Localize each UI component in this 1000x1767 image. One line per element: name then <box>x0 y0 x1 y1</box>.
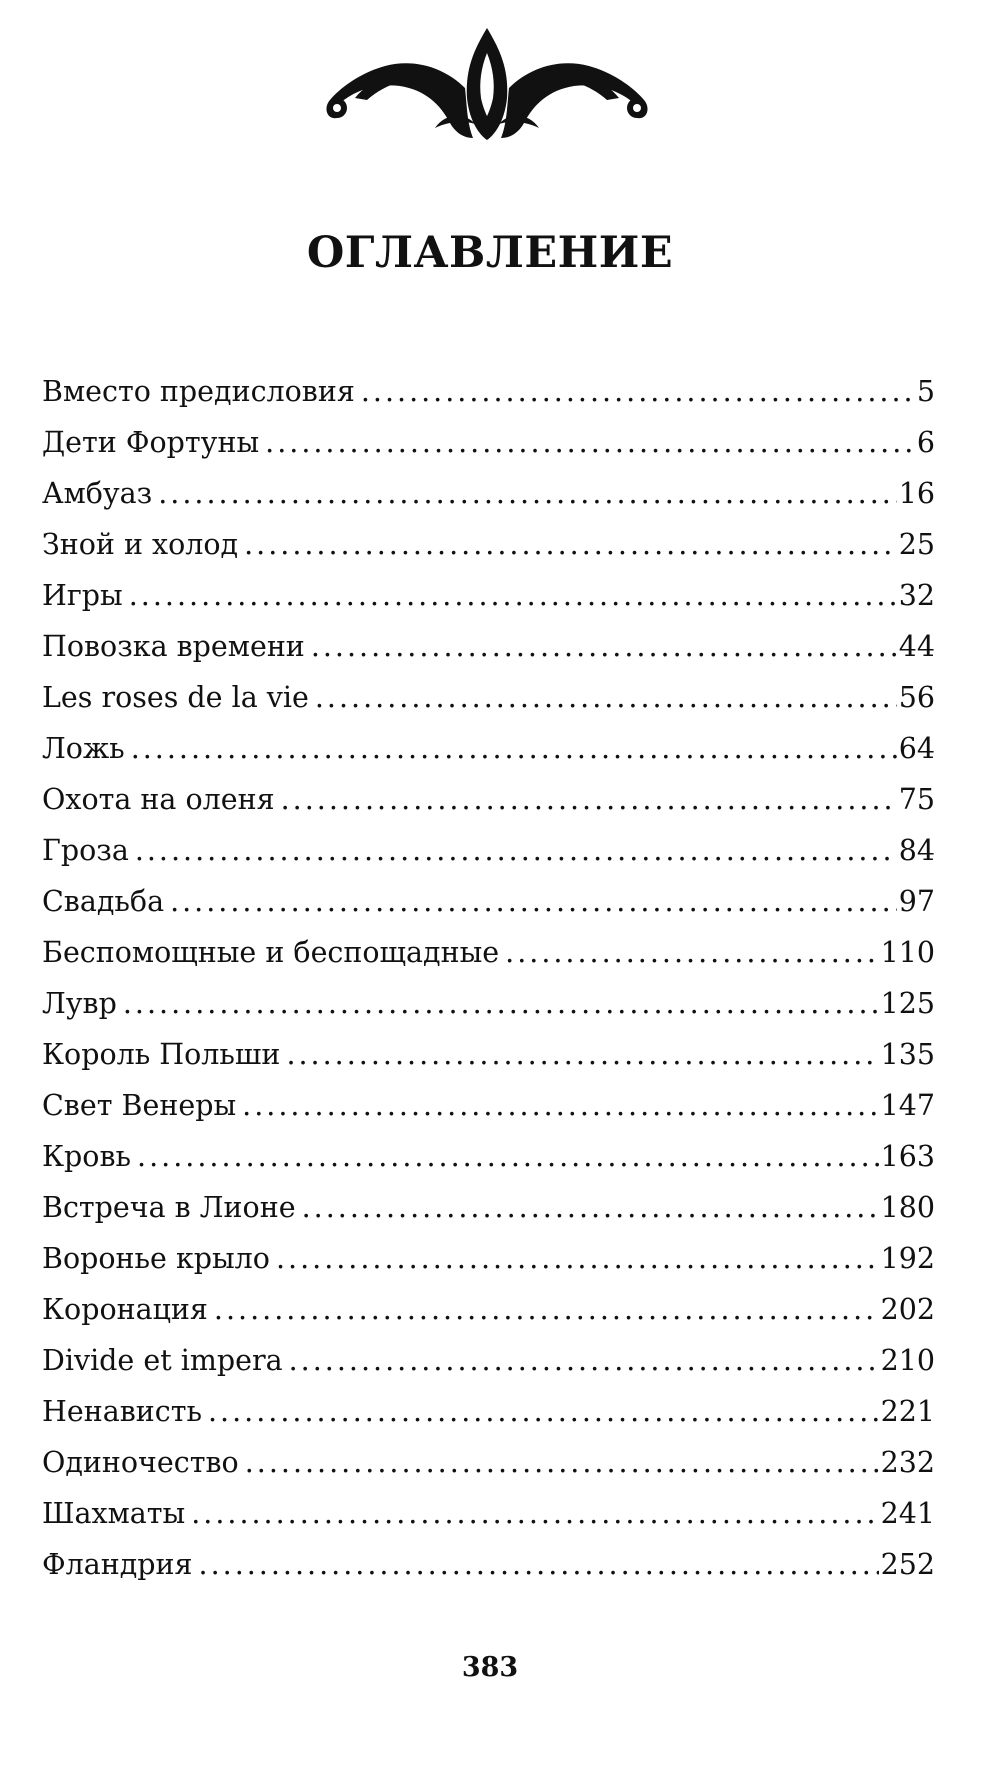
toc-entry <box>42 927 935 978</box>
toc-entry-page: 110 <box>880 936 935 969</box>
toc-entry-page: 241 <box>880 1497 935 1530</box>
toc-entry <box>42 366 935 417</box>
toc-entry-page: 180 <box>880 1191 935 1224</box>
toc-entry <box>42 876 935 927</box>
toc-entry <box>42 1233 935 1284</box>
table-of-contents <box>42 366 935 1590</box>
toc-entry-title: Вместо предисловия <box>42 375 355 408</box>
toc-entry-title: Les roses de la vie <box>42 681 309 714</box>
toc-entry-title: Гроза <box>42 834 129 867</box>
toc-entry <box>42 672 935 723</box>
dot-leader <box>158 468 897 519</box>
toc-entry <box>42 1131 935 1182</box>
toc-entry <box>42 1080 935 1131</box>
dot-leader <box>281 774 897 825</box>
toc-entry-page: 75 <box>898 783 935 816</box>
page-title: ОГЛАВЛЕНИЕ <box>306 228 674 278</box>
toc-entry-title: Коронация <box>42 1293 208 1326</box>
dot-leader <box>129 570 897 621</box>
toc-entry <box>42 1386 935 1437</box>
toc-entry-page: 252 <box>880 1548 935 1581</box>
toc-entry-title: Лувр <box>42 987 117 1020</box>
floral-ornament-icon <box>315 28 660 143</box>
toc-entry-page: 5 <box>916 375 935 408</box>
toc-entry-page: 56 <box>898 681 935 714</box>
dot-leader <box>286 1029 878 1080</box>
toc-entry-page: 16 <box>898 477 935 510</box>
toc-entry-title: Игры <box>42 579 123 612</box>
toc-entry-page: 44 <box>898 630 935 663</box>
toc-entry-title: Ложь <box>42 732 125 765</box>
toc-entry <box>42 1284 935 1335</box>
toc-entry-title: Фландрия <box>42 1548 193 1581</box>
toc-entry-title: Встреча в Лионе <box>42 1191 296 1224</box>
dot-leader <box>289 1335 879 1386</box>
dot-leader <box>137 1131 879 1182</box>
toc-entry-page: 221 <box>880 1395 935 1428</box>
toc-entry-title: Divide et impera <box>42 1344 283 1377</box>
toc-entry <box>42 1182 935 1233</box>
toc-entry <box>42 1437 935 1488</box>
toc-entry-title: Шахматы <box>42 1497 186 1530</box>
dot-leader <box>191 1488 878 1539</box>
toc-entry-page: 202 <box>880 1293 935 1326</box>
toc-entry <box>42 417 935 468</box>
dot-leader <box>244 519 897 570</box>
toc-entry <box>42 1488 935 1539</box>
dot-leader <box>123 978 879 1029</box>
dot-leader <box>311 621 897 672</box>
dot-leader <box>170 876 897 927</box>
dot-leader <box>505 927 878 978</box>
toc-entry-title: Дети Фортуны <box>42 426 260 459</box>
toc-entry-title: Ненависть <box>42 1395 202 1428</box>
toc-entry-page: 232 <box>880 1446 935 1479</box>
toc-entry <box>42 978 935 1029</box>
toc-entry-page: 125 <box>880 987 935 1020</box>
toc-entry <box>42 774 935 825</box>
dot-leader <box>245 1437 879 1488</box>
toc-entry-page: 25 <box>898 528 935 561</box>
dot-leader <box>302 1182 879 1233</box>
dot-leader <box>361 366 915 417</box>
toc-entry-title: Повозка времени <box>42 630 305 663</box>
toc-entry-page: 64 <box>898 732 935 765</box>
toc-entry <box>42 621 935 672</box>
toc-entry-page: 192 <box>880 1242 935 1275</box>
toc-entry <box>42 723 935 774</box>
toc-entry-page: 97 <box>898 885 935 918</box>
toc-entry-page: 32 <box>898 579 935 612</box>
toc-entry-title: Охота на оленя <box>42 783 275 816</box>
dot-leader <box>242 1080 878 1131</box>
toc-entry-title: Кровь <box>42 1140 132 1173</box>
dot-leader <box>135 825 897 876</box>
toc-entry <box>42 519 935 570</box>
toc-entry-page: 147 <box>880 1089 935 1122</box>
dot-leader <box>199 1539 879 1590</box>
toc-entry-page: 135 <box>880 1038 935 1071</box>
toc-entry-page: 210 <box>880 1344 935 1377</box>
toc-entry <box>42 1029 935 1080</box>
toc-entry <box>42 825 935 876</box>
toc-entry-title: Король Польши <box>42 1038 281 1071</box>
toc-entry <box>42 570 935 621</box>
toc-entry <box>42 1539 935 1590</box>
toc-entry-page: 6 <box>916 426 935 459</box>
toc-entry <box>42 468 935 519</box>
dot-leader <box>276 1233 879 1284</box>
toc-entry-title: Свадьба <box>42 885 165 918</box>
toc-entry-title: Воронье крыло <box>42 1242 270 1275</box>
toc-entry-title: Свет Венеры <box>42 1089 237 1122</box>
dot-leader <box>214 1284 879 1335</box>
page-number: 383 <box>461 1652 519 1683</box>
dot-leader <box>315 672 897 723</box>
dot-leader <box>208 1386 879 1437</box>
dot-leader <box>131 723 897 774</box>
toc-entry-title: Одиночество <box>42 1446 239 1479</box>
toc-entry <box>42 1335 935 1386</box>
toc-entry-page: 163 <box>880 1140 935 1173</box>
dot-leader <box>265 417 915 468</box>
toc-entry-title: Зной и холод <box>42 528 239 561</box>
toc-entry-title: Беспомощные и беспощадные <box>42 936 500 969</box>
toc-entry-title: Амбуаз <box>42 477 153 510</box>
toc-entry-page: 84 <box>898 834 935 867</box>
